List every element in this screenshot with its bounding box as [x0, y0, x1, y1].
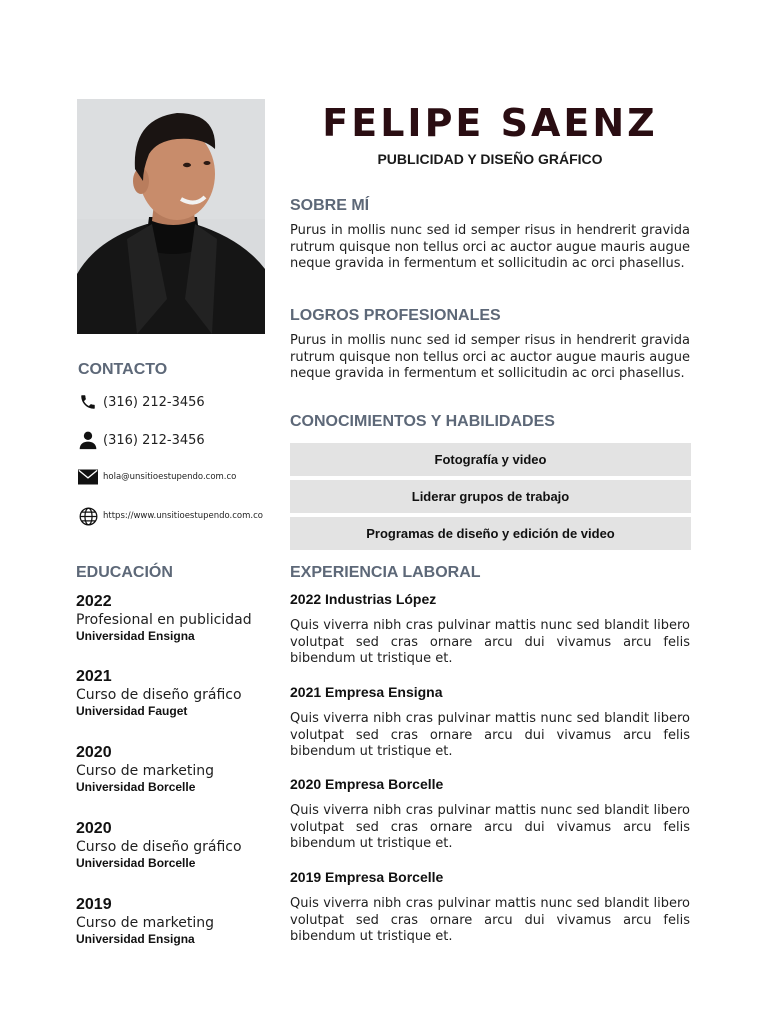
experience-description: Quis viverra nibh cras pulvinar mattis nunc sed blandit libero volutpat sed cras ornare arcu dui vivamus arcu felis bibendum ut tristique et.	[290, 711, 690, 759]
education-school: Universidad Borcelle	[76, 856, 196, 870]
about-heading: SOBRE MÍ	[290, 197, 370, 214]
education-degree: Curso de marketing	[76, 763, 214, 779]
contact-phone-text: (316) 212-3456	[103, 394, 205, 410]
skill-item: Fotografía y video	[290, 443, 691, 476]
achievements-text: Purus in mollis nunc sed id semper risus in hendrerit gravida rutrum quisque non tellus orci ac auctor augue mauris augue neque gravida in fermentum et sollicitudin ac orci phasellus.	[290, 333, 690, 381]
education-degree: Curso de diseño gráfico	[76, 839, 242, 855]
experience-title: 2019 Empresa Borcelle	[290, 869, 444, 885]
contact-email-text[interactable]: hola@unsitioestupendo.com.co	[103, 472, 237, 482]
education-school: Universidad Borcelle	[76, 780, 196, 794]
about-text: Purus in mollis nunc sed id semper risus in hendrerit gravida rutrum quisque non tellus orci ac auctor augue mauris augue neque gravida in fermentum et sollicitudin ac orci phasellus.	[290, 223, 690, 271]
person-name: FELIPE SAENZ	[322, 101, 658, 145]
profession-subtitle: PUBLICIDAD Y DISEÑO GRÁFICO	[377, 151, 603, 167]
envelope-icon	[78, 467, 98, 487]
education-school: Universidad Fauget	[76, 704, 188, 718]
education-year: 2022	[76, 593, 112, 610]
experience-title: 2020 Empresa Borcelle	[290, 776, 444, 792]
education-item	[76, 667, 276, 719]
experience-title: 2022 Industrias López	[290, 591, 437, 607]
phone-icon	[78, 392, 98, 412]
contact-phone-2-text: (316) 212-3456	[103, 432, 205, 448]
education-degree: Curso de diseño gráfico	[76, 687, 242, 703]
profile-photo	[77, 99, 265, 334]
experience-description: Quis viverra nibh cras pulvinar mattis nunc sed blandit libero volutpat sed cras ornare arcu dui vivamus arcu felis bibendum ut tristique et.	[290, 803, 690, 851]
experience-item	[290, 590, 691, 668]
education-heading: EDUCACIÓN	[76, 564, 173, 581]
education-year: 2020	[76, 820, 112, 837]
contact-website-text[interactable]: https://www.unsitioestupendo.com.co	[103, 511, 263, 521]
contact-email	[78, 466, 278, 488]
contact-phone-2	[78, 429, 278, 451]
experience-description: Quis viverra nibh cras pulvinar mattis nunc sed blandit libero volutpat sed cras ornare arcu dui vivamus arcu felis bibendum ut tristique et.	[290, 618, 690, 666]
education-item	[76, 592, 276, 644]
education-degree: Curso de marketing	[76, 915, 214, 931]
experience-item	[290, 775, 691, 853]
experience-title: 2021 Empresa Ensigna	[290, 684, 443, 700]
experience-item	[290, 868, 691, 946]
education-degree: Profesional en publicidad	[76, 612, 252, 628]
skill-item: Liderar grupos de trabajo	[290, 480, 691, 513]
education-year: 2020	[76, 744, 112, 761]
person-icon	[78, 430, 98, 450]
education-item	[76, 743, 276, 795]
education-school: Universidad Ensigna	[76, 932, 195, 946]
education-year: 2021	[76, 668, 112, 685]
globe-icon	[78, 506, 98, 526]
contact-heading: CONTACTO	[78, 361, 168, 378]
education-item	[76, 819, 276, 871]
experience-description: Quis viverra nibh cras pulvinar mattis nunc sed blandit libero volutpat sed cras ornare arcu dui vivamus arcu felis bibendum ut tristique et.	[290, 896, 690, 944]
education-year: 2019	[76, 896, 112, 913]
experience-heading: EXPERIENCIA LABORAL	[290, 564, 481, 581]
contact-website	[78, 505, 278, 527]
experience-item	[290, 683, 691, 761]
education-item	[76, 895, 276, 947]
skills-heading: CONOCIMIENTOS Y HABILIDADES	[290, 413, 555, 430]
education-school: Universidad Ensigna	[76, 629, 195, 643]
contact-phone	[78, 391, 278, 413]
skill-item: Programas de diseño y edición de video	[290, 517, 691, 550]
achievements-heading: LOGROS PROFESIONALES	[290, 307, 501, 324]
